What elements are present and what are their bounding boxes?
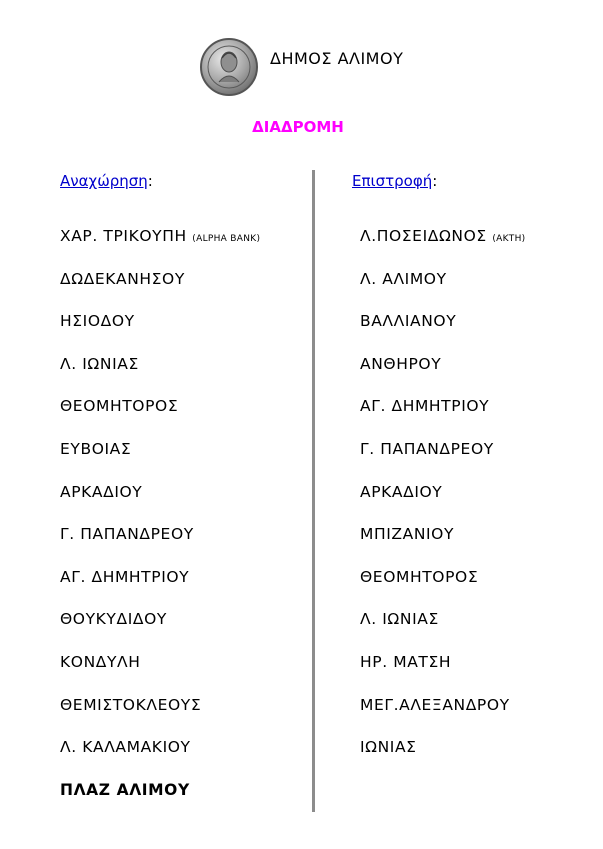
departure-stop (60, 652, 141, 672)
return-stop-name: Λ. ΑΛΙΜΟΥ (360, 269, 447, 288)
return-stop (360, 226, 525, 249)
return-stop-name: ΒΑΛΛΙΑΝΟΥ (360, 312, 457, 331)
return-stop (360, 482, 442, 502)
departure-stop (60, 737, 191, 757)
departure-stop-name: ΑΡΚΑΔΙΟΥ (60, 482, 143, 501)
return-stop (360, 269, 447, 289)
return-stop-name: Γ. ΠΑΠΑΝΔΡΕΟΥ (360, 440, 494, 458)
return-stop (360, 354, 441, 374)
column-divider (312, 170, 315, 812)
return-stop-name: ΑΓ. ΔΗΜΗΤΡΙΟΥ (360, 397, 490, 416)
return-stop (360, 439, 494, 459)
departure-stop (60, 269, 185, 289)
return-stop-name: Λ.ΠΟΣΕΙΔΩΝΟΣ (360, 227, 487, 245)
return-stop-name: ΑΝΘΗΡΟΥ (360, 354, 442, 373)
document-header (200, 37, 403, 97)
return-stop (360, 695, 510, 715)
departure-stop (60, 524, 194, 544)
departure-heading: Αναχώρηση: (60, 172, 153, 190)
return-stop (360, 652, 451, 672)
return-stop-note: (ΑΚΤΗ) (492, 234, 526, 244)
departure-stop (60, 609, 167, 629)
departure-stop-name: ΕΥΒΟΙΑΣ (60, 440, 132, 458)
departure-stop-name: Γ. ΠΑΠΑΝΔΡΕΟΥ (60, 525, 194, 544)
departure-stop (60, 396, 178, 416)
return-stop-name: ΜΠΙΖΑΝΙΟΥ (360, 525, 455, 544)
departure-stop (60, 311, 135, 331)
return-stop-name: ΗΡ. ΜΑΤΣΗ (360, 653, 452, 671)
departure-stop-name: ΘΟΥΚΥΔΙΔΟΥ (60, 610, 167, 629)
return-stop (360, 311, 456, 331)
return-heading: Επιστροφή: (352, 172, 438, 190)
departure-stop-name: ΠΛΑΖ ΑΛΙΜΟΥ (60, 780, 190, 799)
departure-stop (60, 354, 139, 374)
return-stop (360, 609, 439, 629)
departure-stop (60, 567, 189, 587)
return-heading-label: Επιστροφή (352, 172, 433, 190)
return-stop-name: ΑΡΚΑΔΙΟΥ (360, 482, 443, 501)
departure-stop-name: ΧΑΡ. ΤΡΙΚΟΥΠΗ (60, 227, 187, 245)
departure-stop-name: ΚΟΝΔΥΛΗ (60, 653, 141, 671)
departure-stop (60, 780, 190, 800)
departure-stop (60, 482, 142, 502)
departure-stop-name: ΗΣΙΟΔΟΥ (60, 312, 135, 331)
return-stop-name: Λ. ΙΩΝΙΑΣ (360, 610, 439, 629)
departure-stop (60, 439, 131, 459)
route-title: ΔΙΑΔΡΟΜΗ (252, 118, 344, 136)
departure-stop-note: (ALPHA BANK) (192, 234, 261, 244)
return-stop (360, 567, 478, 587)
return-stop (360, 524, 454, 544)
coin-portrait-icon (200, 38, 258, 96)
departure-stop-name: Λ. ΚΑΛΑΜΑΚΙΟΥ (60, 738, 191, 757)
return-stop (360, 396, 489, 416)
return-stop-name: ΙΩΝΙΑΣ (360, 738, 417, 757)
departure-stop-name: ΑΓ. ΔΗΜΗΤΡΙΟΥ (60, 567, 190, 586)
departure-heading-label: Αναχώρηση (60, 172, 148, 190)
return-stop-name: ΘΕΟΜΗΤΟΡΟΣ (360, 567, 479, 586)
departure-stop (60, 695, 201, 715)
departure-stop-name: Λ. ΙΩΝΙΑΣ (60, 354, 139, 373)
return-stop (360, 737, 417, 757)
departure-stop-name: ΘΕΟΜΗΤΟΡΟΣ (60, 397, 179, 416)
departure-stop-name: ΔΩΔΕΚΑΝΗΣΟΥ (60, 269, 185, 288)
departure-stop (60, 226, 260, 249)
departure-stop-name: ΘΕΜΙΣΤΟΚΛΕΟΥΣ (60, 695, 202, 714)
return-stop-name: ΜΕΓ.ΑΛΕΞΑΝΔΡΟΥ (360, 695, 510, 714)
municipality-name: ΔΗΜΟΣ ΑΛΙΜΟΥ (270, 48, 404, 68)
